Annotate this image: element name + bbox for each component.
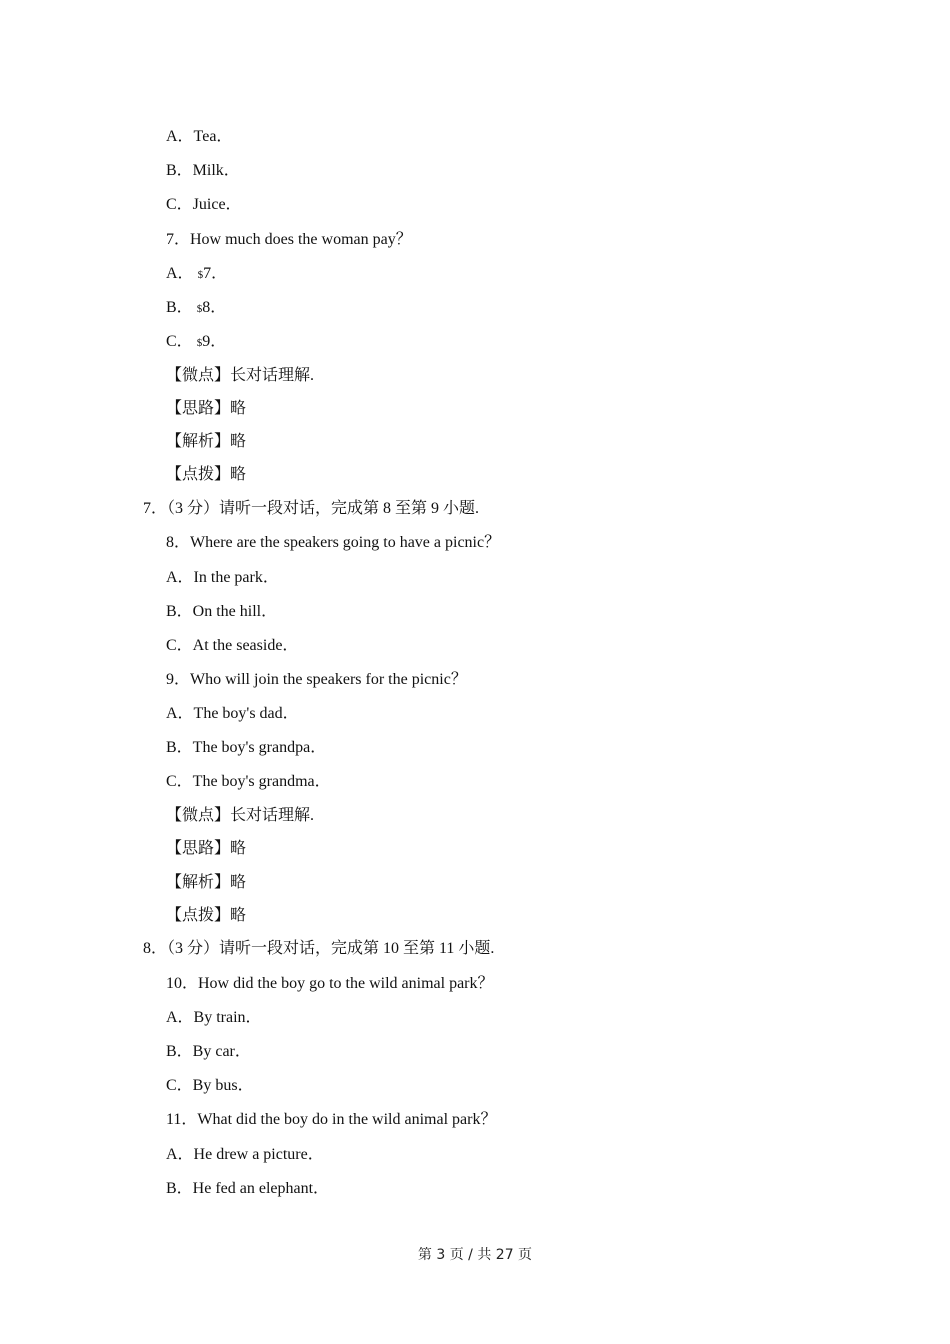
page-footer: 第 3 页 / 共 27 页 <box>417 1247 533 1263</box>
tag-jiexi: 【解析】略 <box>166 433 247 450</box>
question-header-7: 7．（3 分）请听一段对话，完成第 8 至第 9 小题. <box>143 500 480 517</box>
question-8: 8．Where are the speakers going to have a picnic？ <box>166 534 501 551</box>
option-q11-b: B．He fed an elephant． <box>166 1180 330 1197</box>
option-value: 8． <box>202 299 227 316</box>
tag-silu: 【思路】略 <box>166 400 247 417</box>
tag-weidian: 【微点】长对话理解. <box>166 367 315 384</box>
dollar-symbol: $ <box>196 303 203 315</box>
option-q6-b: B．Milk． <box>166 162 240 179</box>
option-q6-c: C．Juice． <box>166 196 242 213</box>
tag-jiexi: 【解析】略 <box>166 874 247 891</box>
tag-dianbo: 【点拨】略 <box>166 907 247 924</box>
question-9: 9．Who will join the speakers for the picnic？ <box>166 671 467 688</box>
option-q7-b <box>166 298 226 319</box>
option-letter: A． <box>166 265 194 282</box>
tag-weidian: 【微点】长对话理解. <box>166 807 315 824</box>
tag-dianbo: 【点拨】略 <box>166 466 247 483</box>
dollar-symbol: $ <box>197 269 204 281</box>
option-q8-b: B．On the hill． <box>166 603 278 620</box>
option-q8-a: A．In the park． <box>166 569 279 586</box>
option-q9-b: B．The boy's grandpa． <box>166 739 327 756</box>
option-q7-c <box>166 332 226 353</box>
tag-silu: 【思路】略 <box>166 840 247 857</box>
option-q10-b: B．By car． <box>166 1043 251 1060</box>
question-11: 11．What did the boy do in the wild animal park？ <box>166 1111 497 1128</box>
option-q10-c: C．By bus． <box>166 1077 254 1094</box>
option-q11-a: A．He drew a picture． <box>166 1146 324 1163</box>
option-q8-c: C．At the seaside． <box>166 637 299 654</box>
dollar-symbol: $ <box>196 337 203 349</box>
question-header-8: 8．（3 分）请听一段对话，完成第 10 至第 11 小题. <box>143 940 495 957</box>
option-q6-a: A．Tea． <box>166 128 233 145</box>
question-7: 7．How much does the woman pay？ <box>166 231 412 248</box>
option-value: 9． <box>202 333 227 350</box>
option-q10-a: A．By train． <box>166 1009 262 1026</box>
option-letter: B． <box>166 299 193 316</box>
question-10: 10．How did the boy go to the wild animal park？ <box>166 975 494 992</box>
option-q7-a <box>166 264 227 285</box>
option-q9-c: C．The boy's grandma． <box>166 773 331 790</box>
option-q9-a: A．The boy's dad． <box>166 705 299 722</box>
option-value: 7． <box>203 265 228 282</box>
option-letter: C． <box>166 333 193 350</box>
